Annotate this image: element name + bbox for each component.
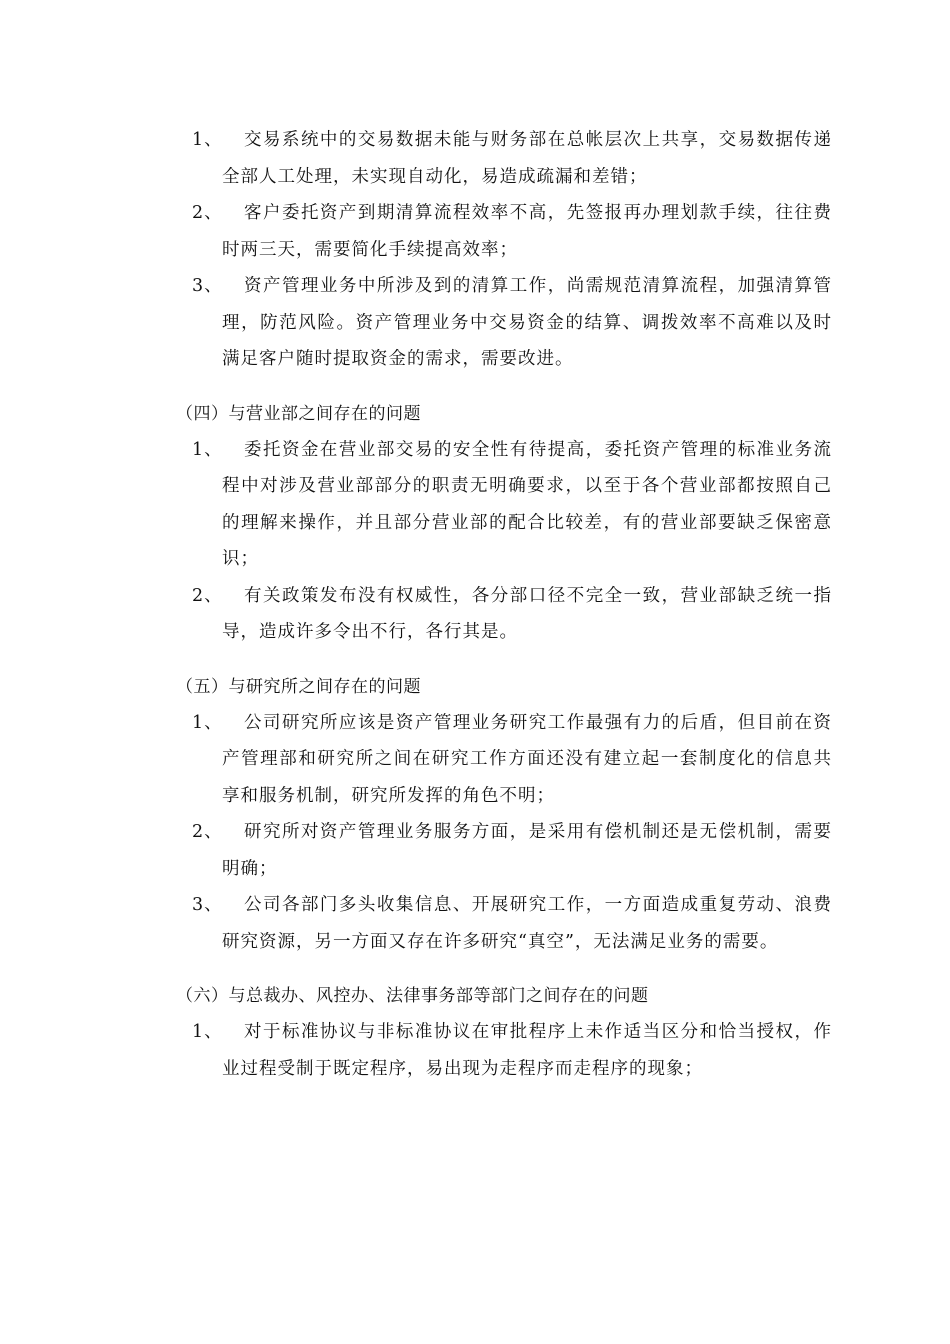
list-item bbox=[192, 268, 832, 378]
list-item-text: 交易系统中的交易数据未能与财务部在总帐层次上共享，交易数据传递全部人工处理，未实现自动化，易造成疏漏和差错； bbox=[222, 130, 832, 187]
section-sales-department bbox=[176, 396, 832, 651]
list-item-text: 委托资金在营业部交易的安全性有待提高，委托资产管理的标准业务流程中对涉及营业部部分的职责无明确要求，以至于各个营业部都按照自己的理解来操作，并且部分营业部的配合比较差，有的营业部要缺乏保密意识； bbox=[222, 439, 832, 569]
section-research-institute bbox=[176, 669, 832, 961]
list-item bbox=[192, 195, 832, 268]
section-continued bbox=[192, 122, 832, 378]
section-heading: （四）与营业部之间存在的问题 bbox=[176, 403, 421, 424]
list-item-text: 资产管理业务中所涉及到的清算工作，尚需规范清算流程，加强清算管理，防范风险。资产管理业务中交易资金的结算、调拨效率不高难以及时满足客户随时提取资金的需求，需要改进。 bbox=[222, 276, 832, 369]
list-item-number: 1、 bbox=[192, 712, 223, 733]
list-item bbox=[192, 1014, 832, 1087]
list-item-text: 公司研究所应该是资产管理业务研究工作最强有力的后盾，但目前在资产管理部和研究所之间在研究工作方面还没有建立起一套制度化的信息共享和服务机制，研究所发挥的角色不明； bbox=[222, 712, 832, 806]
list-item-number: 2、 bbox=[192, 585, 223, 606]
list-item-text: 研究所对资产管理业务服务方面，是采用有偿机制还是无偿机制，需要明确； bbox=[222, 822, 832, 879]
list-item-number: 3、 bbox=[192, 895, 223, 915]
list-item bbox=[192, 887, 832, 960]
list-item-text: 客户委托资产到期清算流程效率不高，先签报再办理划款手续，往往费时两三天，需要简化手续提高效率； bbox=[222, 203, 832, 260]
list-item bbox=[192, 432, 832, 578]
section-executive-risk-legal bbox=[176, 978, 832, 1087]
document-body bbox=[176, 122, 832, 1087]
list-item bbox=[192, 122, 832, 195]
list-item-number: 2、 bbox=[192, 203, 223, 223]
list-item-text: 对于标准协议与非标准协议在审批程序上未作适当区分和恰当授权，作业过程受制于既定程序，易出现为走程序而走程序的现象； bbox=[222, 1022, 832, 1079]
section-heading: （六）与总裁办、风控办、法律事务部等部门之间存在的问题 bbox=[176, 986, 649, 1006]
list-item-text: 公司各部门多头收集信息、开展研究工作，一方面造成重复劳动、浪费研究资源，另一方面又存在许多研究“真空”，无法满足业务的需要。 bbox=[222, 895, 832, 952]
list-item-number: 2、 bbox=[192, 822, 223, 842]
section-heading: （五）与研究所之间存在的问题 bbox=[176, 676, 421, 697]
list-item-number: 3、 bbox=[192, 276, 223, 296]
list-item-number: 1、 bbox=[192, 439, 223, 460]
list-item bbox=[192, 814, 832, 887]
list-item-number: 1、 bbox=[192, 1022, 223, 1042]
list-item-number: 1、 bbox=[192, 130, 223, 150]
list-item bbox=[192, 705, 832, 815]
list-item bbox=[192, 578, 832, 651]
list-item-text: 有关政策发布没有权威性，各分部口径不完全一致，营业部缺乏统一指导，造成许多令出不行，各行其是。 bbox=[222, 585, 832, 642]
